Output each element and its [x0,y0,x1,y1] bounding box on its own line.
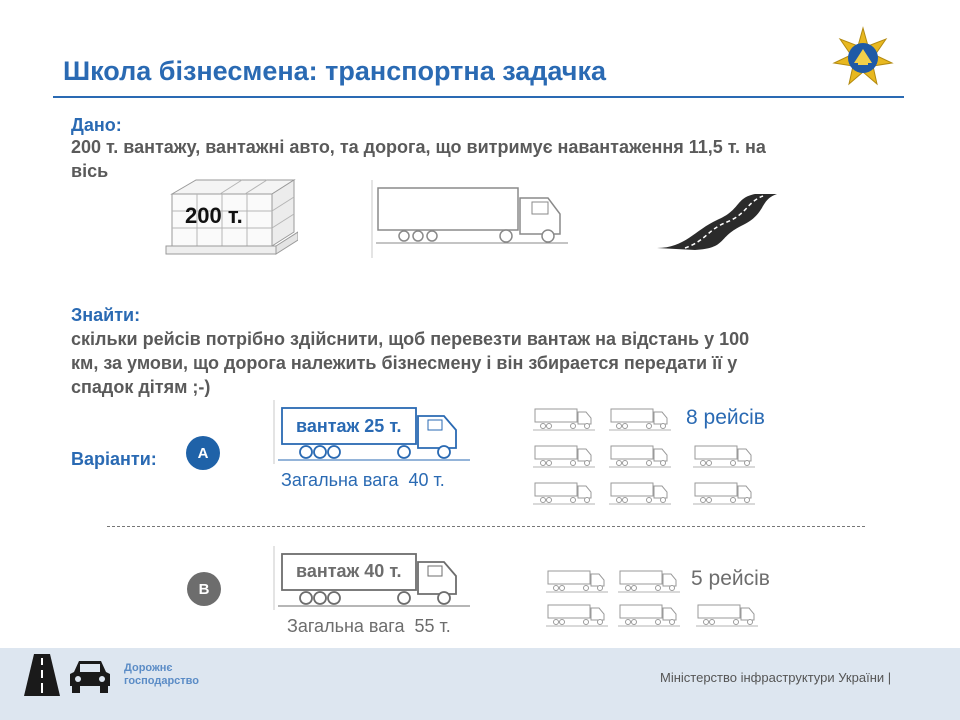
truck-icon [370,178,570,260]
find-text-line3: спадок дітям ;-) [71,377,211,397]
variant-a-load: вантаж 25 т. [296,416,402,436]
find-text-line1: скільки рейсів потрібно здійснити, щоб перевезти вантаж на відстань у 100 [71,329,750,349]
mini-truck-icon [693,443,755,474]
cargo-weight-label: 200 т. [185,203,243,228]
given-text-line2: вісь [71,161,109,181]
mini-truck-icon [533,443,595,474]
variant-b-marker[interactable]: B [187,572,221,606]
variant-a-total-weight: Загальна вага 40 т. [281,470,445,490]
mini-truck-icon [693,480,755,511]
mini-truck-icon [533,406,595,437]
mini-truck-icon [618,602,680,633]
mini-truck-icon [609,443,671,474]
variants-heading: Варіанти: [71,449,157,469]
mini-truck-icon [546,602,608,633]
variant-b-total-weight: Загальна вага 55 т. [287,616,451,636]
variant-a-trips: 8 рейсів [686,406,765,429]
footer-brand-line2: господарство [124,675,200,687]
variants-divider [107,526,865,527]
given-text-line1: 200 т. вантажу, вантажні авто, та дорога, що витримує навантаження 11,5 т. на [71,137,766,157]
given-heading: Дано: [71,115,122,135]
mini-truck-icon [546,568,608,599]
car-logo-icon [68,656,112,694]
mini-truck-icon [609,480,671,511]
mini-truck-icon [533,480,595,511]
mini-truck-icon [696,602,758,633]
footer-ministry: Міністерство інфраструктури України | [660,670,892,685]
variant-b-trips: 5 рейсів [691,567,770,590]
ministry-emblem-icon [832,26,894,88]
road-logo-icon [22,652,62,696]
footer-brand [124,662,199,688]
variant-b-load: вантаж 40 т. [296,561,402,581]
title-divider [53,96,904,98]
find-heading: Знайти: [71,305,141,325]
footer-brand-line1: Дорожнє [124,662,173,674]
page-title: Школа бізнесмена: транспортна задачка [63,56,606,86]
find-text-line2: км, за умови, що дорога належить бізнесмену і він збирается передати її у [71,353,738,373]
variant-a-marker[interactable]: A [186,436,220,470]
mini-truck-icon [609,406,671,437]
road-icon [655,190,780,252]
mini-truck-icon [618,568,680,599]
